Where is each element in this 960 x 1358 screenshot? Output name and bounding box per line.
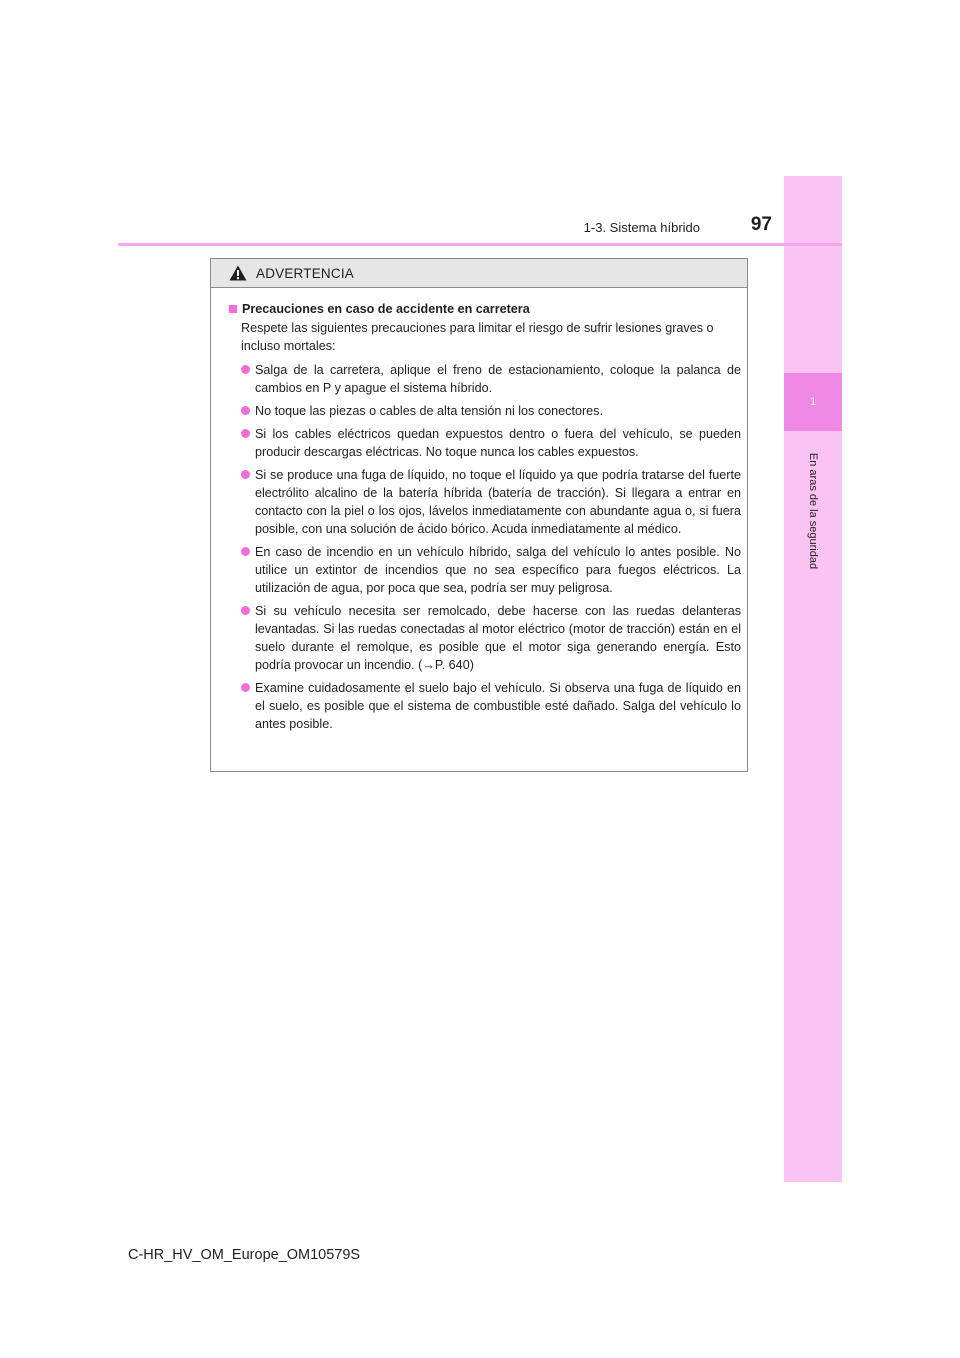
list-item (241, 679, 741, 733)
bullet-dot-icon (241, 365, 250, 374)
list-item (241, 602, 741, 674)
document-code: C-HR_HV_OM_Europe_OM10579S (128, 1247, 361, 1263)
bullet-dot-icon (241, 406, 250, 415)
list-item-text: Salga de la carretera, aplique el freno de estacionamiento, coloque la palanca de cambios en P y apague el sistema híbrido. (255, 363, 741, 395)
side-tab (784, 176, 842, 1182)
list-item-text: En caso de incendio en un vehículo híbrido, salga del vehículo lo antes posible. No utilice un extintor de incendios que no sea específico para fuegos eléctricos. La utilización de agua, por poca que sea, podría ser muy peligrosa. (255, 545, 741, 595)
bullet-dot-icon (241, 683, 250, 692)
list-item-text: Si se produce una fuga de líquido, no toque el líquido ya que podría tratarse del fuerte electrólito alcalino de la batería híbrida (batería de tracción). Si llegara a entrar en contacto con la piel o los ojos, lávelos inmediatamente con abundante agua o, si fuera posible, con una solución de ácido bórico. Acuda inmediatamente al médico. (255, 468, 741, 536)
intro-text: Respete las siguientes precauciones para limitar el riesgo de sufrir lesiones graves o incluso mortales: (241, 321, 714, 353)
list-item (241, 361, 741, 397)
chapter-title (806, 436, 820, 586)
warning-body (211, 288, 747, 733)
section-title: 1-3. Sistema híbrido (583, 220, 700, 235)
bullet-dot-icon (241, 470, 250, 479)
warning-header (211, 259, 747, 288)
header-rule (118, 243, 842, 246)
item-title (229, 300, 741, 318)
item-title-text: Precauciones en caso de accidente en carretera (242, 302, 530, 316)
chapter-number: 1 (784, 373, 842, 431)
warning-box (210, 258, 748, 772)
list-item (241, 425, 741, 461)
page-number: 97 (750, 214, 772, 235)
chapter-title-text: En aras de la seguridad (807, 452, 819, 570)
bullet-list (241, 361, 741, 733)
list-item (241, 543, 741, 597)
list-item-text: Si los cables eléctricos quedan expuestos dentro o fuera del vehículo, se pueden producir descargas eléctricas. No toque nunca los cables expuestos. (255, 427, 741, 459)
bullet-dot-icon (241, 429, 250, 438)
list-item-text: Si su vehículo necesita ser remolcado, debe hacerse con las ruedas delanteras levantadas. Si las ruedas conectadas al motor eléctrico (motor de tracción) están en el suelo durante el remolque, es posible que el motor siga generando energía. Esto podría provocar un incendio. (→P. 640) (255, 604, 741, 672)
bullet-dot-icon (241, 547, 250, 556)
list-item (241, 466, 741, 538)
square-bullet-icon (229, 305, 237, 313)
list-item-text: Examine cuidadosamente el suelo bajo el vehículo. Si observa una fuga de líquido en el suelo, es posible que el sistema de combustible esté dañado. Salga del vehículo lo antes posible. (255, 681, 741, 731)
bullet-dot-icon (241, 606, 250, 615)
list-item (241, 402, 741, 420)
list-item-text: No toque las piezas o cables de alta tensión ni los conectores. (255, 404, 603, 418)
warning-label: ADVERTENCIA (256, 265, 354, 281)
warning-triangle-icon (229, 265, 247, 281)
